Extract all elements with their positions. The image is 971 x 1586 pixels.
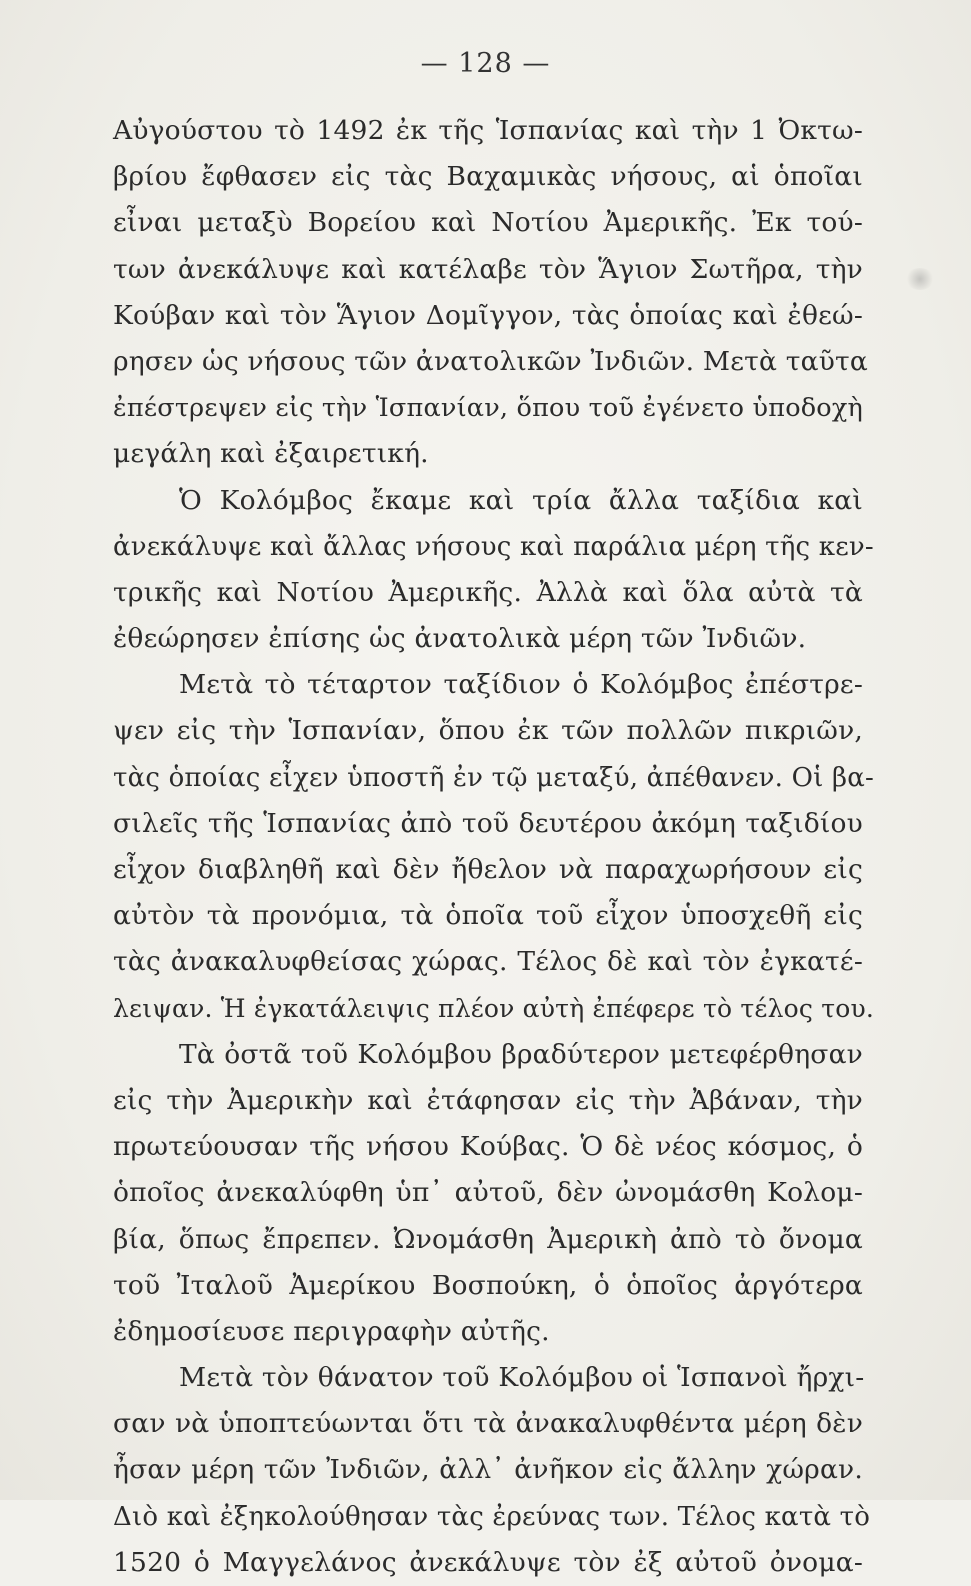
text-line: Διὸ καὶ ἐξηκολούθησαν τὰς ἐρεύνας των. Τέλος κατὰ τὸ xyxy=(113,1501,871,1532)
text-line: λειψαν. Ἡ ἐγκατάλειψις πλέον αὐτὴ ἐπέφερε τὸ τέλος του. xyxy=(113,993,875,1023)
text-line: Αὐγούστου τὸ 1492 ἐκ τῆς Ἱσπανίας καὶ τὴν 1 Ὀκτω- xyxy=(113,115,863,146)
text-line: τοῦ Ἰταλοῦ Ἀμερίκου Βοσπούκη, ὁ ὁποῖος ἀργότερα xyxy=(113,1269,863,1301)
text-line: πρωτεύουσαν τῆς νήσου Κούβας. Ὁ δὲ νέος κόσμος, ὁ xyxy=(113,1131,863,1163)
text-line: βρίου ἔφθασεν εἰς τὰς Βαχαμικὰς νήσους, αἱ ὁποῖαι xyxy=(113,161,863,193)
text-line: ψεν εἰς τὴν Ἱσπανίαν, ὅπου ἐκ τῶν πολλῶν πικριῶν, xyxy=(113,715,863,747)
text-line: των ἀνεκάλυψε καὶ κατέλαβε τὸν Ἅγιον Σωτῆρα, τὴν xyxy=(113,253,863,285)
text-line: τὰς ὁποίας εἶχεν ὑποστῆ ἐν τῷ μεταξύ, ἀπέθανεν. Οἱ βα- xyxy=(113,762,874,793)
text-body xyxy=(113,108,875,1586)
ink-smudge xyxy=(905,268,935,290)
text-line: ἀνεκάλυψε καὶ ἄλλας νήσους καὶ παράλια μέρη τῆς κεν- xyxy=(113,531,874,562)
text-line: αὐτὸν τὰ προνόμια, τὰ ὁποῖα τοῦ εἶχον ὑποσχεθῆ εἰς xyxy=(113,900,863,932)
text-line: ὁποῖος ἀνεκαλύφθη ὑπ᾽ αὐτοῦ, δὲν ὠνομάσθη Κολομ- xyxy=(113,1177,863,1209)
text-line: 1520 ὁ Μαγγελάνος ἀνεκάλυψε τὸν ἐξ αὐτοῦ ὀνομα- xyxy=(113,1546,863,1578)
text-line: Τὰ ὀστᾶ τοῦ Κολόμβου βραδύτερον μετεφέρθησαν xyxy=(179,1038,863,1070)
text-line: βία, ὅπως ἔπρεπεν. Ὠνομάσθη Ἀμερικὴ ἀπὸ τὸ ὄνομα xyxy=(113,1223,863,1255)
page-number: — 128 — xyxy=(420,48,551,79)
text-line: τὰς ἀνακαλυφθείσας χώρας. Τέλος δὲ καὶ τὸν ἐγκατέ- xyxy=(113,946,863,978)
text-line: ἐπέστρεψεν εἰς τὴν Ἱσπανίαν, ὅπου τοῦ ἐγένετο ὑποδοχὴ xyxy=(113,393,863,424)
text-line: Κούβαν καὶ τὸν Ἅγιον Δομῖγγον, τὰς ὁποίας καὶ ἐθεώ- xyxy=(113,299,863,331)
text-line: ἐθεώρησεν ἐπίσης ὡς ἀνατολικὰ μέρη τῶν Ἰνδιῶν. xyxy=(113,623,807,655)
text-line: σιλεῖς τῆς Ἱσπανίας ἀπὸ τοῦ δευτέρου ἀκόμη ταξιδίου xyxy=(113,807,863,839)
text-line: ἐδημοσίευσε περιγραφὴν αὐτῆς. xyxy=(113,1315,550,1347)
text-line: τρικῆς καὶ Νοτίου Ἀμερικῆς. Ἀλλὰ καὶ ὅλα αὐτὰ τὰ xyxy=(113,576,863,608)
text-line: Ὁ Κολόμβος ἔκαμε καὶ τρία ἄλλα ταξίδια καὶ xyxy=(179,484,863,516)
text-line: εἶχον διαβληθῆ καὶ δὲν ἤθελον νὰ παραχωρήσουν εἰς xyxy=(113,854,863,885)
text-line: μεγάλη καὶ ἐξαιρετική. xyxy=(113,438,429,470)
text-line: σαν νὰ ὑποπτεύωνται ὅτι τὰ ἀνακαλυφθέντα μέρη δὲν xyxy=(113,1408,863,1440)
text-line: Μετὰ τὸν θάνατον τοῦ Κολόμβου οἱ Ἱσπανοὶ ἤρχι- xyxy=(179,1362,865,1394)
text-line: Μετὰ τὸ τέταρτον ταξίδιον ὁ Κολόμβος ἐπέστρε- xyxy=(179,669,863,701)
text-line: εἰς τὴν Ἀμερικὴν καὶ ἐτάφησαν εἰς τὴν Ἀβάναν, τὴν xyxy=(113,1084,863,1116)
text-line: εἶναι μεταξὺ Βορείου καὶ Νοτίου Ἀμερικῆς. Ἐκ τού- xyxy=(113,207,863,239)
text-line: ἦσαν μέρη τῶν Ἰνδιῶν, ἀλλ᾽ ἀνῆκον εἰς ἄλλην χώραν. xyxy=(113,1454,863,1486)
text-line: ρησεν ὡς νήσους τῶν ἀνατολικῶν Ἰνδιῶν. Μετὰ ταῦτα xyxy=(113,345,868,377)
